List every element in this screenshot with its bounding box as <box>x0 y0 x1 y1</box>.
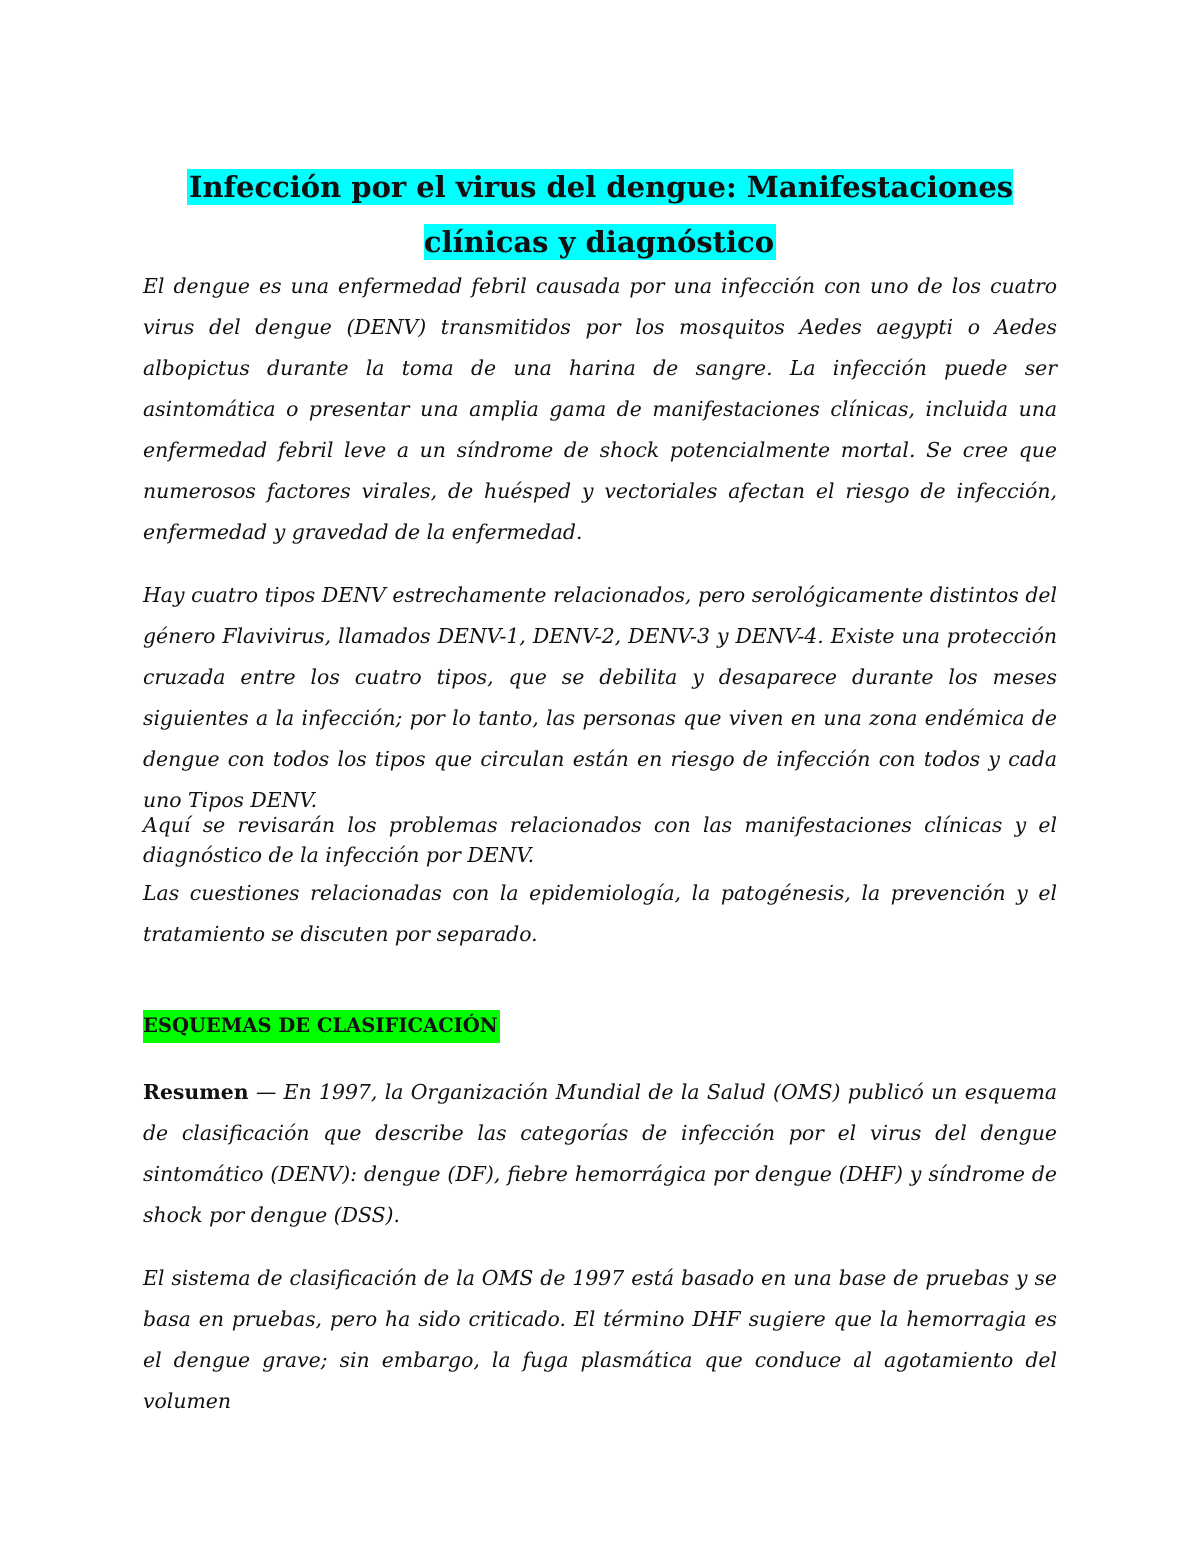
paragraph-types: Hay cuatro tipos DENV estrechamente relacionados, pero serológicamente distintos del género Flavivirus, llamados DENV-1, DENV-2, DENV-3 y DENV-4. Existe una protección cruzada entre los cuatro tipos, que se debilita y desaparece durante los meses siguientes a la infección; por lo tanto, las personas que viven en una zona endémica de dengue con todos los tipos que circulan están en riesgo de infección con todos y cada uno Tipos DENV. <box>143 583 1057 812</box>
document-page <box>143 0 1057 1553</box>
paragraph-other-topics: Las cuestiones relacionadas con la epidemiología, la patogénesis, la prevención y el tratamiento se discuten por separado. <box>143 881 1057 946</box>
paragraph-who-system: El sistema de clasificación de la OMS de 1997 está basado en una base de pruebas y se basa en pruebas, pero ha sido criticado. El término DHF sugiere que la hemorragia es el dengue grave; sin embargo, la fuga plasmática que conduce al agotamiento del volumen <box>143 1266 1057 1413</box>
paragraph-summary <box>143 1072 1057 1236</box>
paragraph-intro: El dengue es una enfermedad febril causada por una infección con uno de los cuatro virus del dengue (DENV) transmitidos por los mosquitos Aedes aegypti o Aedes albopictus durante la toma de una harina de sangre. La infección puede ser asintomática o presentar una amplia gama de manifestaciones clínicas, incluida una enfermedad febril leve a un síndrome de shock potencialmente mortal. Se cree que numerosos factores virales, de huésped y vectoriales afectan el riesgo de infección, enfermedad y gravedad de la enfermedad. <box>143 274 1057 544</box>
section-heading-highlight: ESQUEMAS DE CLASIFICACIÓN <box>143 1010 500 1043</box>
summary-label: Resumen <box>143 1080 249 1104</box>
title-highlight: Infección por el virus del dengue: Manifestaciones clínicas y diagnóstico <box>188 170 1014 259</box>
document-title <box>143 160 1057 270</box>
section-heading <box>143 1008 500 1044</box>
summary-text: — En 1997, la Organización Mundial de la Salud (OMS) publicó un esquema de clasificación que describe las categorías de infección por el virus del dengue sintomático (DENV): dengue (DF), fiebre hemorrágica por dengue (DHF) y síndrome de shock por dengue (DSS). <box>143 1080 1057 1227</box>
paragraph-scope: Aquí se revisarán los problemas relacionados con las manifestaciones clínicas y el diagnóstico de la infección por DENV. <box>143 813 1057 867</box>
